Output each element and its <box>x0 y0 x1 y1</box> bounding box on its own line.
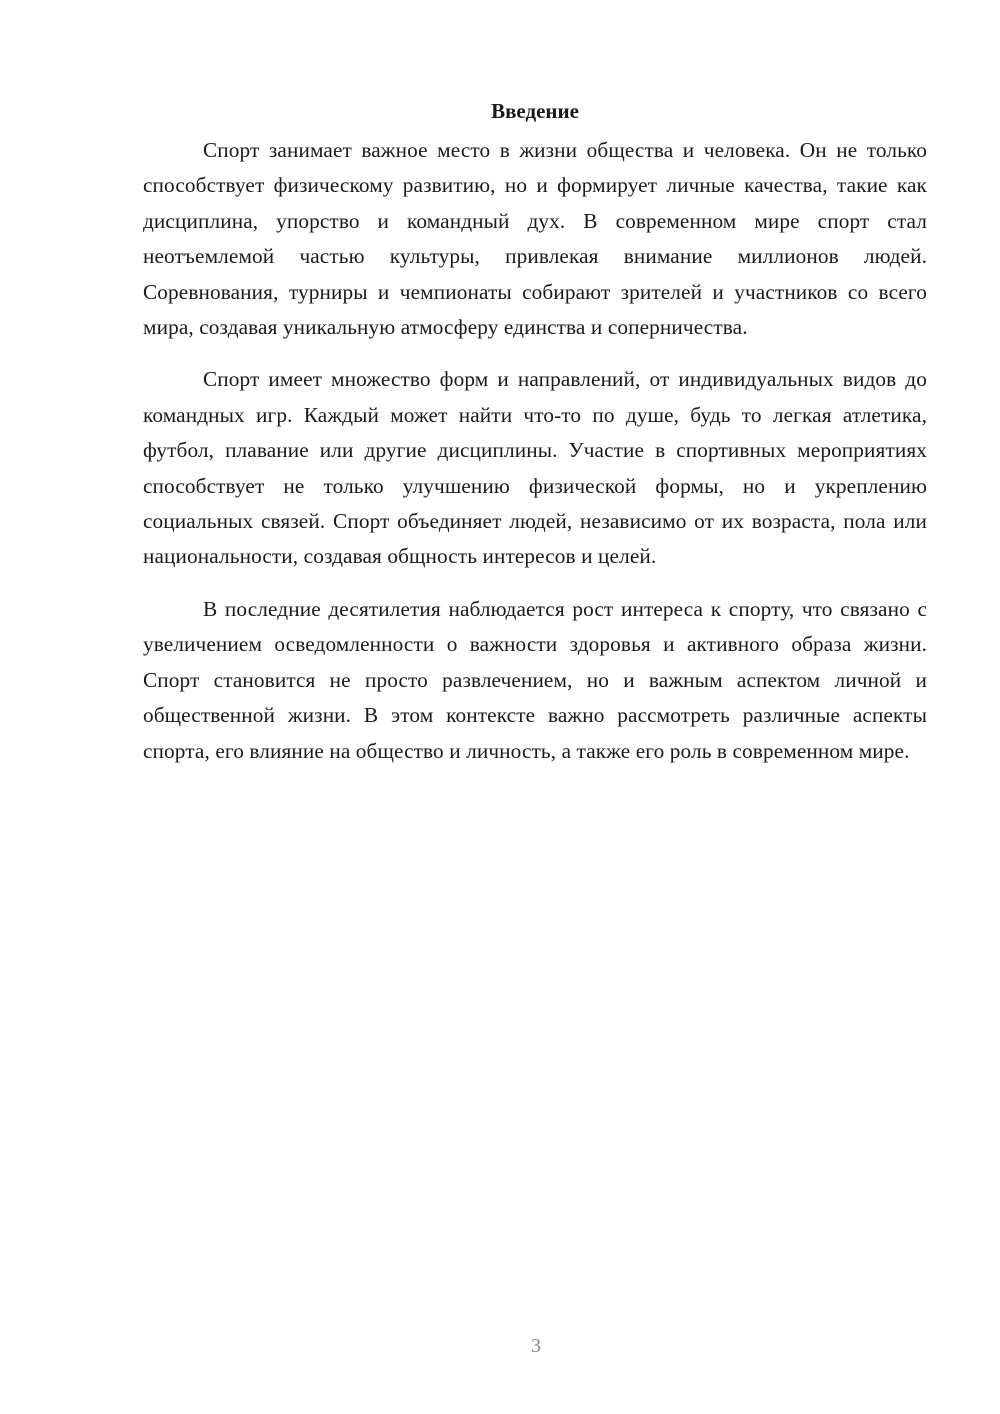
paragraph-3: В последние десятилетия наблюдается рост интереса к спорту, что связано с увеличением осведомленности о важности здоровья и активного образа жизни. Спорт становится не просто развлечением, но и важным аспектом личной и общественной жизни. В этом контексте важно рассмотреть различные аспекты спорта, его влияние на общество и личность, а также его роль в современном мире. <box>143 596 927 763</box>
paragraph-2: Спорт имеет множество форм и направлений, от индивидуальных видов до командных игр. Каждый может найти что-то по душе, будь то легкая атлетика, футбол, плавание или другие дисциплины. Участие в спортивных мероприятиях способствует не только улучшению физической формы, но и укреплению социальных связей. Спорт объединяет людей, независимо от их возраста, пола или национальности, создавая общность интересов и целей. <box>143 367 927 569</box>
page-number: 3 <box>531 1335 541 1357</box>
section-title: Введение <box>491 99 579 123</box>
paragraph-1: Спорт занимает важное место в жизни общества и человека. Он не только способствует физическому развитию, но и формирует личные качества, такие как дисциплина, упорство и командный дух. В современном мире спорт стал неотъемлемой частью культуры, привлекая внимание миллионов людей. Соревнования, турниры и чемпионаты собирают зрителей и участников со всего мира, создавая уникальную атмосферу единства и соперничества. <box>143 138 927 340</box>
page-content <box>143 97 927 786</box>
